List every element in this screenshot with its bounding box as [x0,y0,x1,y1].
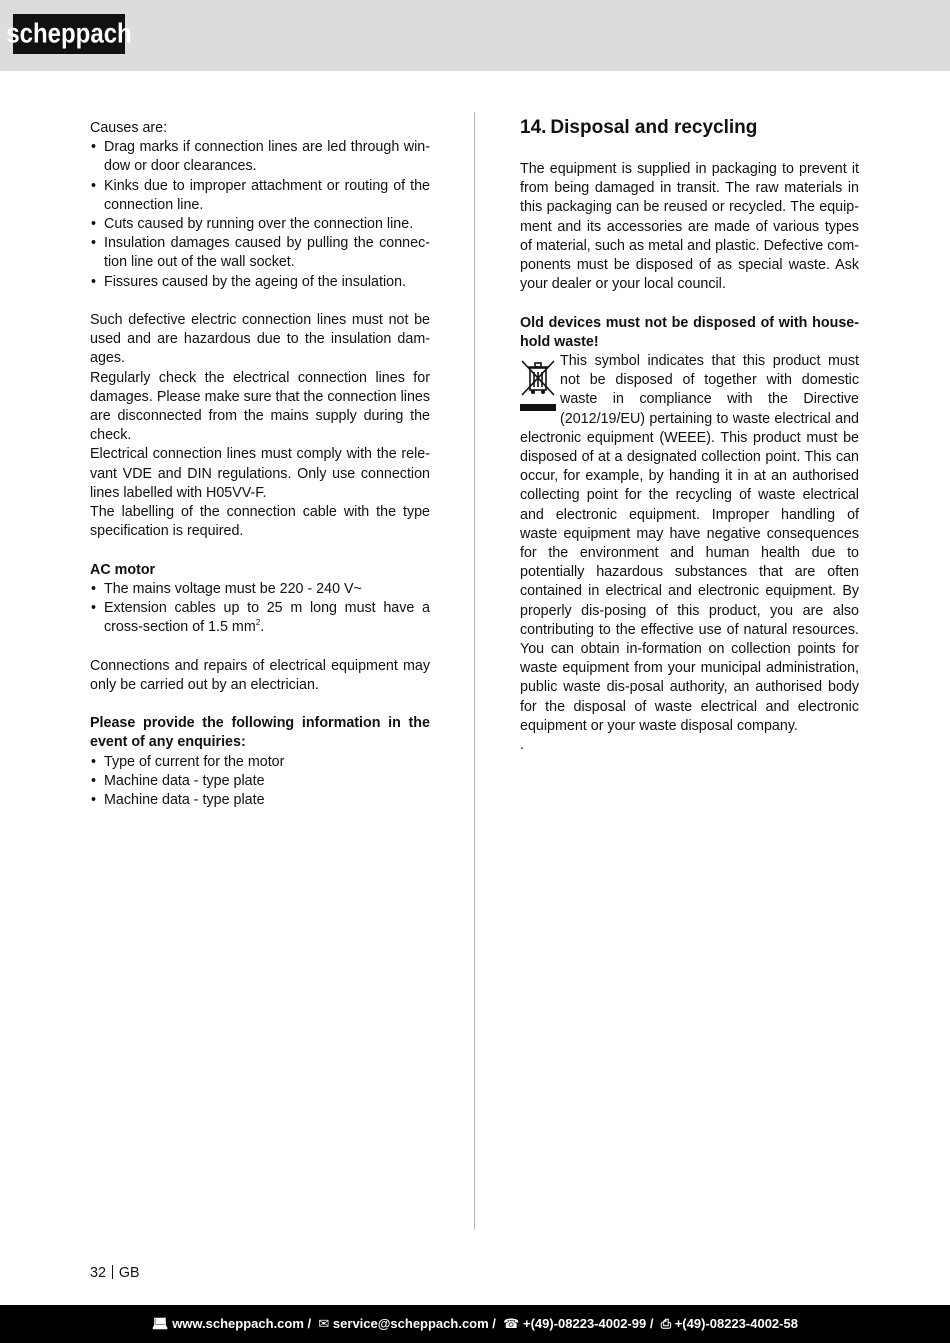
paragraph-packaging: The equipment is supplied in packaging to prevent it from being damaged in transit. The raw materials in this packaging can be reused or recycled. The equip-ment and its accessories are made of various types of material, such as metal and plastic. Defective com-ponents must be disposed of as special waste. Ask your dealer or your local council. [520,161,859,293]
paragraph-defective-lines: Such defective electric connection lines must not be used and are hazardous due to the insulation dam-ages. [90,312,430,367]
mail-icon: ✉︎ [318,1316,330,1331]
paragraph-electrician: Connections and repairs of electrical equipment may only be carried out by an electrician. [90,657,430,693]
fax-icon: ⎙︎ [660,1316,672,1331]
weee-text: This symbol indicates that this product must not be disposed of together with domestic waste in compliance with the Directive (2012/19/EU) pertaining to waste electrical and electronic equipment (WEEE). This product must be disposed of at a designated collection point. This can occur, for example, by handing it in at an authorised collecting point for the recycling of waste electrical and electronic equipment. Improper handling of waste equipment may have negative consequences for the environment and human health due to potentially hazardous substances that are often contained in electrical and electronic equipment. By properly dis-posing of this product, you are also contributing to the effective use of natural resources. You can obtain in-formation on collection points for waste equipment from your municipal administration, public waste dis-posal authority, an authorised body for the disposal of waste electrical and electronic equipment or your waste disposal company. [520,353,859,734]
phone-icon: ☎︎ [503,1316,520,1331]
list-item: • Fissures caused by the ageing of the insulation. [90,273,430,292]
contact-footer: 💻︎ www.scheppach.com / ✉︎ service@scheppach.com / ☎︎ +(49)-08223-4002-99 / ⎙︎ +(49)-08223-4002-58 [0,1305,950,1343]
list-item: • Machine data - type plate [90,772,430,791]
section-number: 14. [520,117,547,138]
right-column [520,116,859,755]
page-number-separator [112,1265,113,1279]
computer-icon: 💻︎ [152,1316,169,1331]
header-band [0,0,950,71]
ac-motor-heading: AC motor [90,561,156,578]
page-number-value: 32 [90,1265,106,1281]
page-language: GB [118,1265,140,1281]
paragraph-regulations: Electrical connection lines must comply with the rele-vant VDE and DIN regulations. Only use connection lines labelled with H05VV-F. [90,446,430,501]
list-item: • The mains voltage must be 220 - 240 V~ [90,580,430,599]
fax-number: +(49)-08223-4002-58 [674,1316,798,1331]
list-item: • Extension cables up to 25 m long must have a cross-section of 1.5 $mm^2$. [90,599,430,637]
ac-motor-list [90,580,430,638]
website-link[interactable]: www.scheppach.com [172,1316,304,1331]
causes-intro: Causes are: [90,120,168,136]
logo-text: scheppach [6,19,132,50]
enquiry-heading: Please provide the following information in the event of any enquiries: [90,715,430,751]
email-link[interactable]: service@scheppach.com [332,1316,489,1331]
section-heading [520,116,859,140]
list-item: • Machine data - type plate [90,791,430,810]
page-number [90,1264,140,1283]
list-item: • Drag marks if connection lines are led through win-dow or door clearances. [90,138,430,176]
phone-number[interactable]: +(49)-08223-4002-99 [522,1316,647,1331]
old-devices-heading: Old devices must not be disposed of with house-hold waste! [520,314,859,350]
crossed-out-bin-icon [520,356,556,418]
enquiry-list [90,753,430,811]
section-title: Disposal and recycling [550,117,758,138]
list-item: • Cuts caused by running over the connection line. [90,215,430,234]
trailing-dot: . [520,737,524,754]
causes-list [90,138,430,292]
list-item: • Kinks due to improper attachment or routing of the connection line. [90,177,430,215]
paragraph-regular-check: Regularly check the electrical connection lines for damages. Please make sure that the connection lines are disconnected from the mains supply during the check. [90,369,430,444]
scheppach-logo[interactable] [6,14,132,54]
weee-block [520,352,859,736]
list-item: • Type of current for the motor [90,753,430,772]
list-item: • Insulation damages caused by pulling the connec-tion line out of the wall socket. [90,234,430,272]
paragraph-labelling: The labelling of the connection cable with the type specification is required. [90,504,430,540]
left-column [90,119,430,810]
column-divider [474,112,475,1230]
